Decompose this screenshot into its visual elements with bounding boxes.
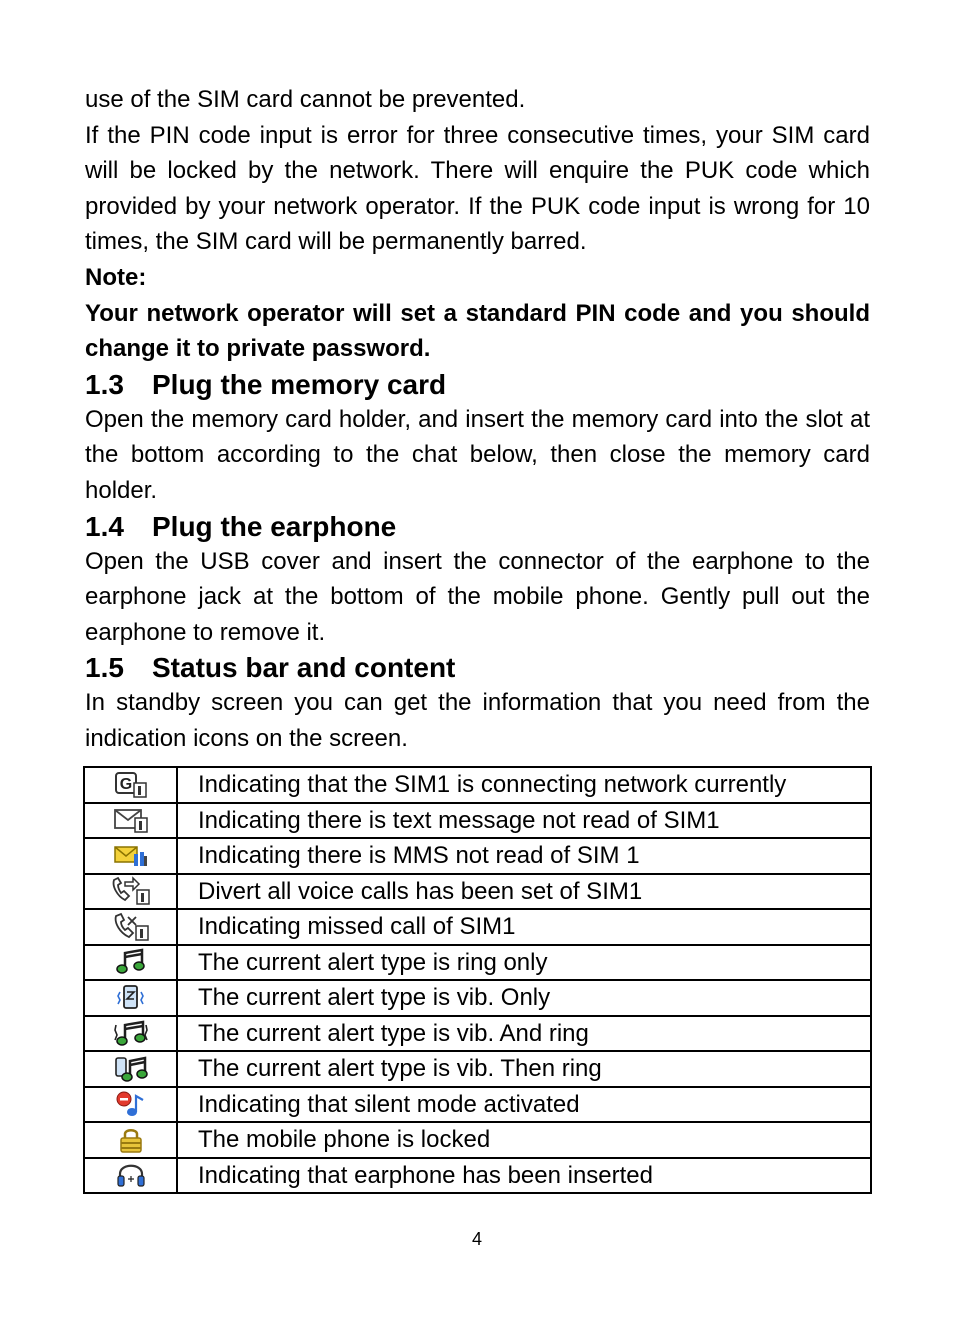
silent-mode-icon — [84, 1087, 177, 1123]
page-number: 4 — [471, 1229, 482, 1249]
row-text: The current alert type is vib. Only — [177, 980, 871, 1016]
vib-then-ring-icon — [84, 1051, 177, 1087]
table-row — [84, 803, 871, 839]
section-body-status-bar: In standby screen you can get the information that you need from the indication icons on the screen. — [85, 689, 870, 752]
section-body-memory-card: Open the memory card holder, and insert the memory card into the slot at the bottom according to the chat below, then close the memory card holder. — [85, 405, 870, 504]
missed-call-icon — [84, 909, 177, 945]
section-heading-status-bar — [85, 650, 870, 685]
section-number: 1.3 — [85, 368, 124, 400]
mms-unread-icon — [84, 838, 177, 874]
row-text: Divert all voice calls has been set of SIM1 — [177, 874, 871, 910]
row-text: Indicating there is text message not read of SIM1 — [177, 803, 871, 839]
table-row — [84, 980, 871, 1016]
sms-unread-icon — [84, 803, 177, 839]
vib-only-icon — [84, 980, 177, 1016]
document-page — [85, 82, 870, 757]
row-text: The mobile phone is locked — [177, 1122, 871, 1158]
row-text: Indicating that silent mode activated — [177, 1087, 871, 1123]
table-row — [84, 767, 871, 803]
note-label: Note: — [85, 263, 147, 291]
table-row — [84, 1051, 871, 1087]
section-title: Plug the memory card — [152, 368, 447, 400]
sim1-network-icon — [84, 767, 177, 803]
table-row — [84, 945, 871, 981]
lock-icon — [84, 1122, 177, 1158]
row-text: The current alert type is ring only — [177, 945, 871, 981]
table-row — [84, 1016, 871, 1052]
section-number: 1.4 — [85, 510, 124, 542]
intro-line: use of the SIM card cannot be prevented. — [85, 86, 526, 113]
section-number: 1.5 — [85, 652, 124, 684]
row-text: The current alert type is vib. And ring — [177, 1016, 871, 1052]
table-row — [84, 874, 871, 910]
row-text: Indicating that earphone has been inserted — [177, 1158, 871, 1194]
row-text: Indicating there is MMS not read of SIM 1 — [177, 838, 871, 874]
table-row — [84, 1158, 871, 1194]
section-heading-earphone — [85, 509, 870, 544]
note-text: Your network operator will set a standard PIN code and you should change it to private password. — [85, 299, 870, 363]
ring-only-icon — [84, 945, 177, 981]
earphone-icon — [84, 1158, 177, 1194]
call-divert-icon — [84, 874, 177, 910]
vib-and-ring-icon — [84, 1016, 177, 1052]
section-heading-memory-card — [85, 367, 870, 402]
table-row — [84, 838, 871, 874]
section-title: Plug the earphone — [152, 510, 397, 542]
table-row — [84, 1122, 871, 1158]
table-row — [84, 909, 871, 945]
pin-paragraph: If the PIN code input is error for three consecutive times, your SIM card will be locked by the network. There will enquire the PUK code which provided by your network operator. If the PUK code input is wrong for 10 times, the SIM card will be permanently barred. — [85, 121, 870, 256]
section-body-earphone: Open the USB cover and insert the connector of the earphone to the earphone jack at the bottom of the mobile phone. Gently pull out the earphone to remove it. — [85, 547, 870, 646]
row-text: The current alert type is vib. Then ring — [177, 1051, 871, 1087]
row-text: Indicating missed call of SIM1 — [177, 909, 871, 945]
table-row — [84, 1087, 871, 1123]
section-title: Status bar and content — [152, 652, 456, 684]
svg-text:G: G — [119, 775, 132, 793]
status-icon-table — [83, 766, 872, 1194]
row-text: Indicating that the SIM1 is connecting network currently — [177, 767, 871, 803]
